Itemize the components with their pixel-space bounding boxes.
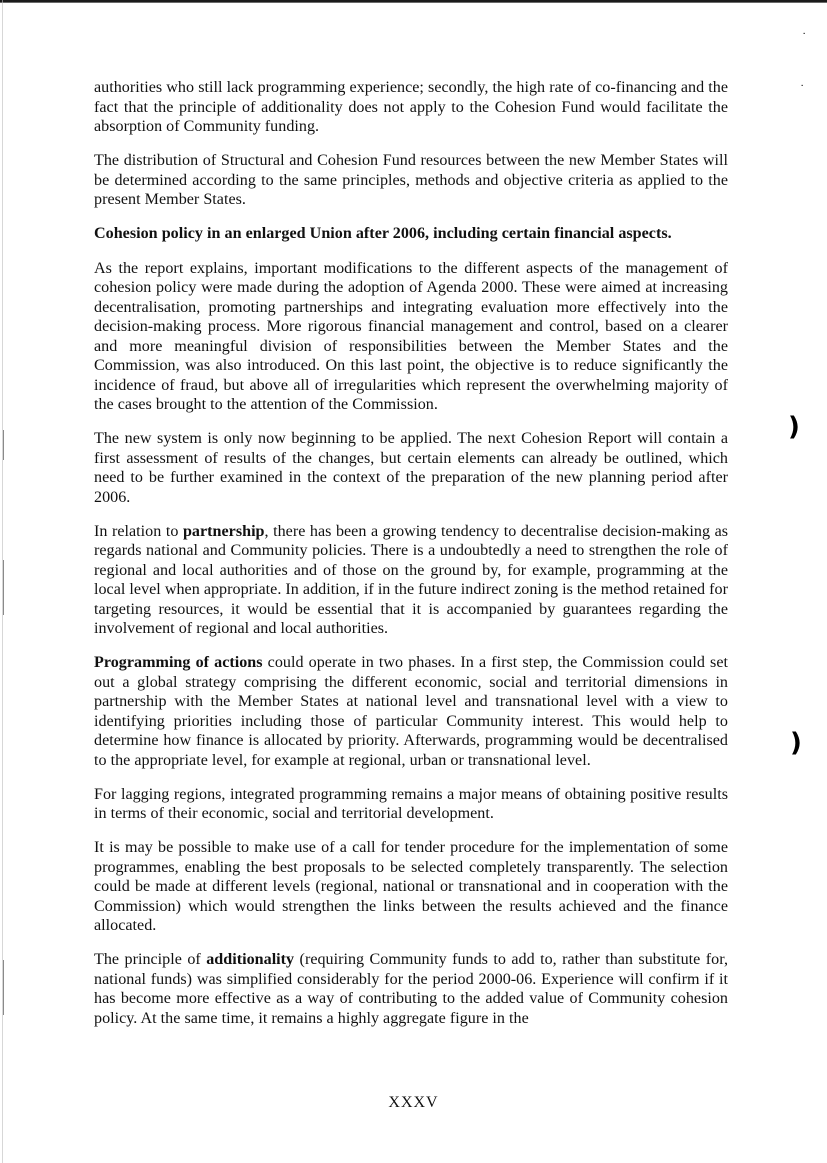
scan-margin-mark <box>3 560 4 615</box>
paragraph-text-after: , there has been a growing tendency to decentralise decision-making as regards national and Community policies. There is a undoubtedly a need to strengthen the role of regional and local authorities and of those on the ground by, for example, programming at the local level when appropriate. In addition, if in the future indirect zoning is the method retained for targeting resources, it would be essential that it is accompanied by guarantees regarding the involvement of regional and local authorities. <box>94 522 729 637</box>
page-top-rule <box>0 0 827 4</box>
paragraph-programming <box>94 653 728 770</box>
paragraph-new-system: The new system is only now beginning to be applied. The next Cohesion Report will contain a first assessment of results of the changes, but certain elements can already be outlined, which need to be further examined in the context of the preparation of the new planning period after 2006. <box>94 430 728 506</box>
bold-term-partnership: partnership <box>182 522 265 540</box>
paragraph-text-after: could operate in two phases. In a first step, the Commission could set out a global strategy comprising the different economic, social and territorial dimensions in partnership with the Member States at national level and transnational level with a view to identifying priorities including those of particular Community interest. This would help to determine how finance is allocated by priority. Afterwards, programming would be decentralised to the appropriate level, for example at regional, urban or transnational level. <box>94 654 728 769</box>
paragraph-additionality <box>94 950 728 1028</box>
section-heading: Cohesion policy in an enlarged Union after 2006, including certain financial aspects. <box>94 225 672 242</box>
scan-artifact-dot: . <box>803 29 806 36</box>
scan-artifact-mark: ) <box>788 412 800 442</box>
paragraph-partnership <box>94 522 728 639</box>
paragraph-text-before: In relation to <box>94 522 183 540</box>
scan-artifact-mark: ) <box>790 728 802 758</box>
paragraph-text-after: (requiring Community funds to add to, rather than substitute for, national funds) was simplified considerably for the period 2000-06. Experience will confirm if it has become more effective as a way of contributing to the added value of Community cohesion policy. At the same time, it remains a highly aggregate figure in the <box>94 951 728 1027</box>
scan-artifact-dot: . <box>801 81 804 88</box>
paragraph-absorption: authorities who still lack programming experience; secondly, the high rate of co-financing and the fact that the principle of additionality does not apply to the Cohesion Fund would facilitate the absorption of Community funding. <box>94 79 728 135</box>
paragraph-lagging-regions: For lagging regions, integrated programming remains a major means of obtaining positive results in terms of their economic, social and territorial development. <box>94 785 728 822</box>
paragraph-distribution: The distribution of Structural and Cohesion Fund resources between the new Member States will be determined according to the same principles, methods and objective criteria as applied to the present Member States. <box>94 152 728 208</box>
bold-term-programming-of-actions: Programming of actions <box>94 654 263 671</box>
bold-term-additionality: additionality <box>206 951 295 968</box>
document-body <box>94 78 728 1043</box>
paragraph-management-modifications: As the report explains, important modifications to the different aspects of the management of cohesion policy were made during the adoption of Agenda 2000. These were aimed at increasing decentralisation, promoting partnerships and integrating evaluation more effectively into the decision-making process. More rigorous financial management and control, based on a clearer and more meaningful division of responsibilities between the Member States and the Commission, was also introduced. On this last point, the objective is to reduce significantly the incidence of fraud, but above all of irregularities which represent the overwhelming majority of the cases brought to the attention of the Commission. <box>94 259 728 413</box>
page-number: XXXV <box>388 1094 439 1111</box>
paragraph-text-before: The principle of <box>94 951 207 968</box>
paragraph-tender-procedure: It is may be possible to make use of a call for tender procedure for the implementation of some programmes, enabling the best proposals to be selected completely transparently. The selection could be made at different levels (regional, national or transnational and in cooperation with the Commission) which would strengthen the links between the results achieved and the finance allocated. <box>94 839 728 934</box>
scan-margin-mark <box>3 430 4 460</box>
scan-margin-mark <box>3 960 4 1015</box>
